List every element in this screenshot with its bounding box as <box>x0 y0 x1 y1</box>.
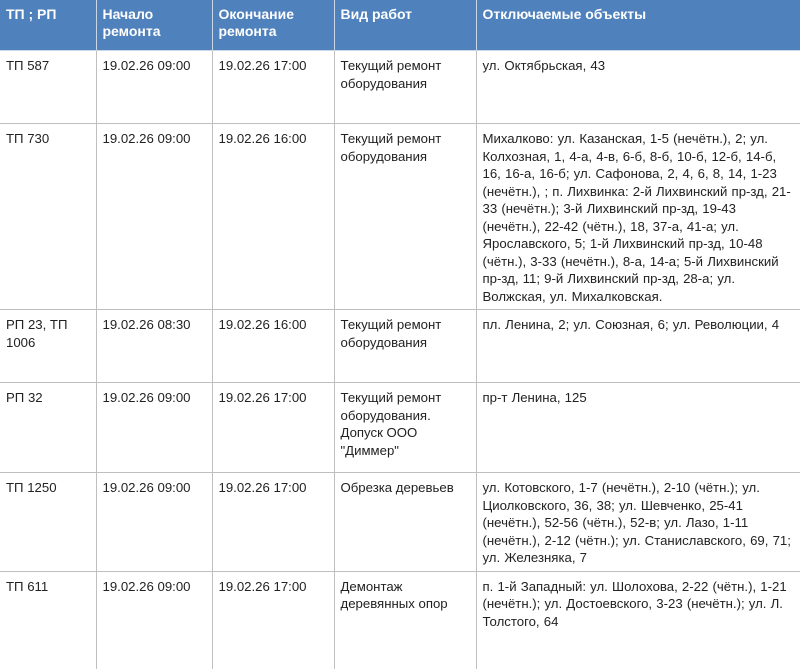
cell-tp: ТП 730 <box>0 124 96 310</box>
cell-work: Текущий ремонт оборудования <box>334 51 476 124</box>
cell-end: 19.02.26 17:00 <box>212 571 334 669</box>
cell-tp: ТП 1250 <box>0 473 96 572</box>
cell-work: Текущий ремонт оборудования. Допуск ООО "Диммер" <box>334 383 476 473</box>
table-row <box>0 571 800 669</box>
header-tp: ТП ; РП <box>0 0 96 51</box>
cell-work: Демонтаж деревянных опор <box>334 571 476 669</box>
cell-end: 19.02.26 17:00 <box>212 473 334 572</box>
header-start: Начало ремонта <box>96 0 212 51</box>
cell-start: 19.02.26 09:00 <box>96 571 212 669</box>
header-objects: Отключаемые объекты <box>476 0 800 51</box>
table-header-row <box>0 0 800 51</box>
cell-start: 19.02.26 09:00 <box>96 473 212 572</box>
cell-tp: ТП 611 <box>0 571 96 669</box>
cell-objects: Михалково: ул. Казанская, 1-5 (нечётн.), 2; ул. Колхозная, 1, 4-а, 4-в, 6-б, 8-б, 10-б, 12-б, 14-б, 16, 16-а, 16-б; ул. Сафонова, 2, 4, 6, 8, 14, 1-23 (нечётн.), ; п. Лихвинка: 2-й Лихвинский пр-зд, 21-33 (нечётн.); 3-й Лихвинский пр-зд, 19-43 (нечётн.), 22-42 (чётн.), 18, 37-а, 41-а; ул. Ярославского, 5; 1-й Лихвинский пр-зд, 10-48 (чётн.), 3-33 (нечётн.), 8-а, 14-а; 5-й Лихвинский пр-зд, 11; 9-й Лихвинский пр-зд, 28-а; ул. Волжская, ул. Михалковская. <box>476 124 800 310</box>
cell-objects: пр-т Ленина, 125 <box>476 383 800 473</box>
cell-objects: ул. Котовского, 1-7 (нечётн.), 2-10 (чётн.); ул. Циолковского, 36, 38; ул. Шевченко, 25-41 (нечётн.), 52-56 (чётн.), 52-в; ул. Лазо, 1-11 (нечётн.), 2-12 (чётн.); ул. Станиславского, 69, 71; ул. Железняка, 7 <box>476 473 800 572</box>
table-row <box>0 310 800 383</box>
table-row <box>0 124 800 310</box>
header-end: Окончание ремонта <box>212 0 334 51</box>
cell-objects: ул. Октябрьская, 43 <box>476 51 800 124</box>
cell-start: 19.02.26 09:00 <box>96 124 212 310</box>
cell-end: 19.02.26 17:00 <box>212 383 334 473</box>
cell-start: 19.02.26 08:30 <box>96 310 212 383</box>
cell-tp: ТП 587 <box>0 51 96 124</box>
cell-objects: пл. Ленина, 2; ул. Союзная, 6; ул. Революции, 4 <box>476 310 800 383</box>
cell-work: Текущий ремонт оборудования <box>334 310 476 383</box>
cell-end: 19.02.26 17:00 <box>212 51 334 124</box>
header-work: Вид работ <box>334 0 476 51</box>
cell-end: 19.02.26 16:00 <box>212 124 334 310</box>
cell-objects: п. 1-й Западный: ул. Шолохова, 2-22 (чётн.), 1-21 (нечётн.); ул. Достоевского, 3-23 (нечётн.); ул. Л. Толстого, 64 <box>476 571 800 669</box>
table-row <box>0 473 800 572</box>
cell-tp: РП 32 <box>0 383 96 473</box>
cell-end: 19.02.26 16:00 <box>212 310 334 383</box>
table-row <box>0 51 800 124</box>
cell-start: 19.02.26 09:00 <box>96 51 212 124</box>
cell-tp: РП 23, ТП 1006 <box>0 310 96 383</box>
table-row <box>0 383 800 473</box>
cell-work: Текущий ремонт оборудования <box>334 124 476 310</box>
cell-start: 19.02.26 09:00 <box>96 383 212 473</box>
cell-work: Обрезка деревьев <box>334 473 476 572</box>
